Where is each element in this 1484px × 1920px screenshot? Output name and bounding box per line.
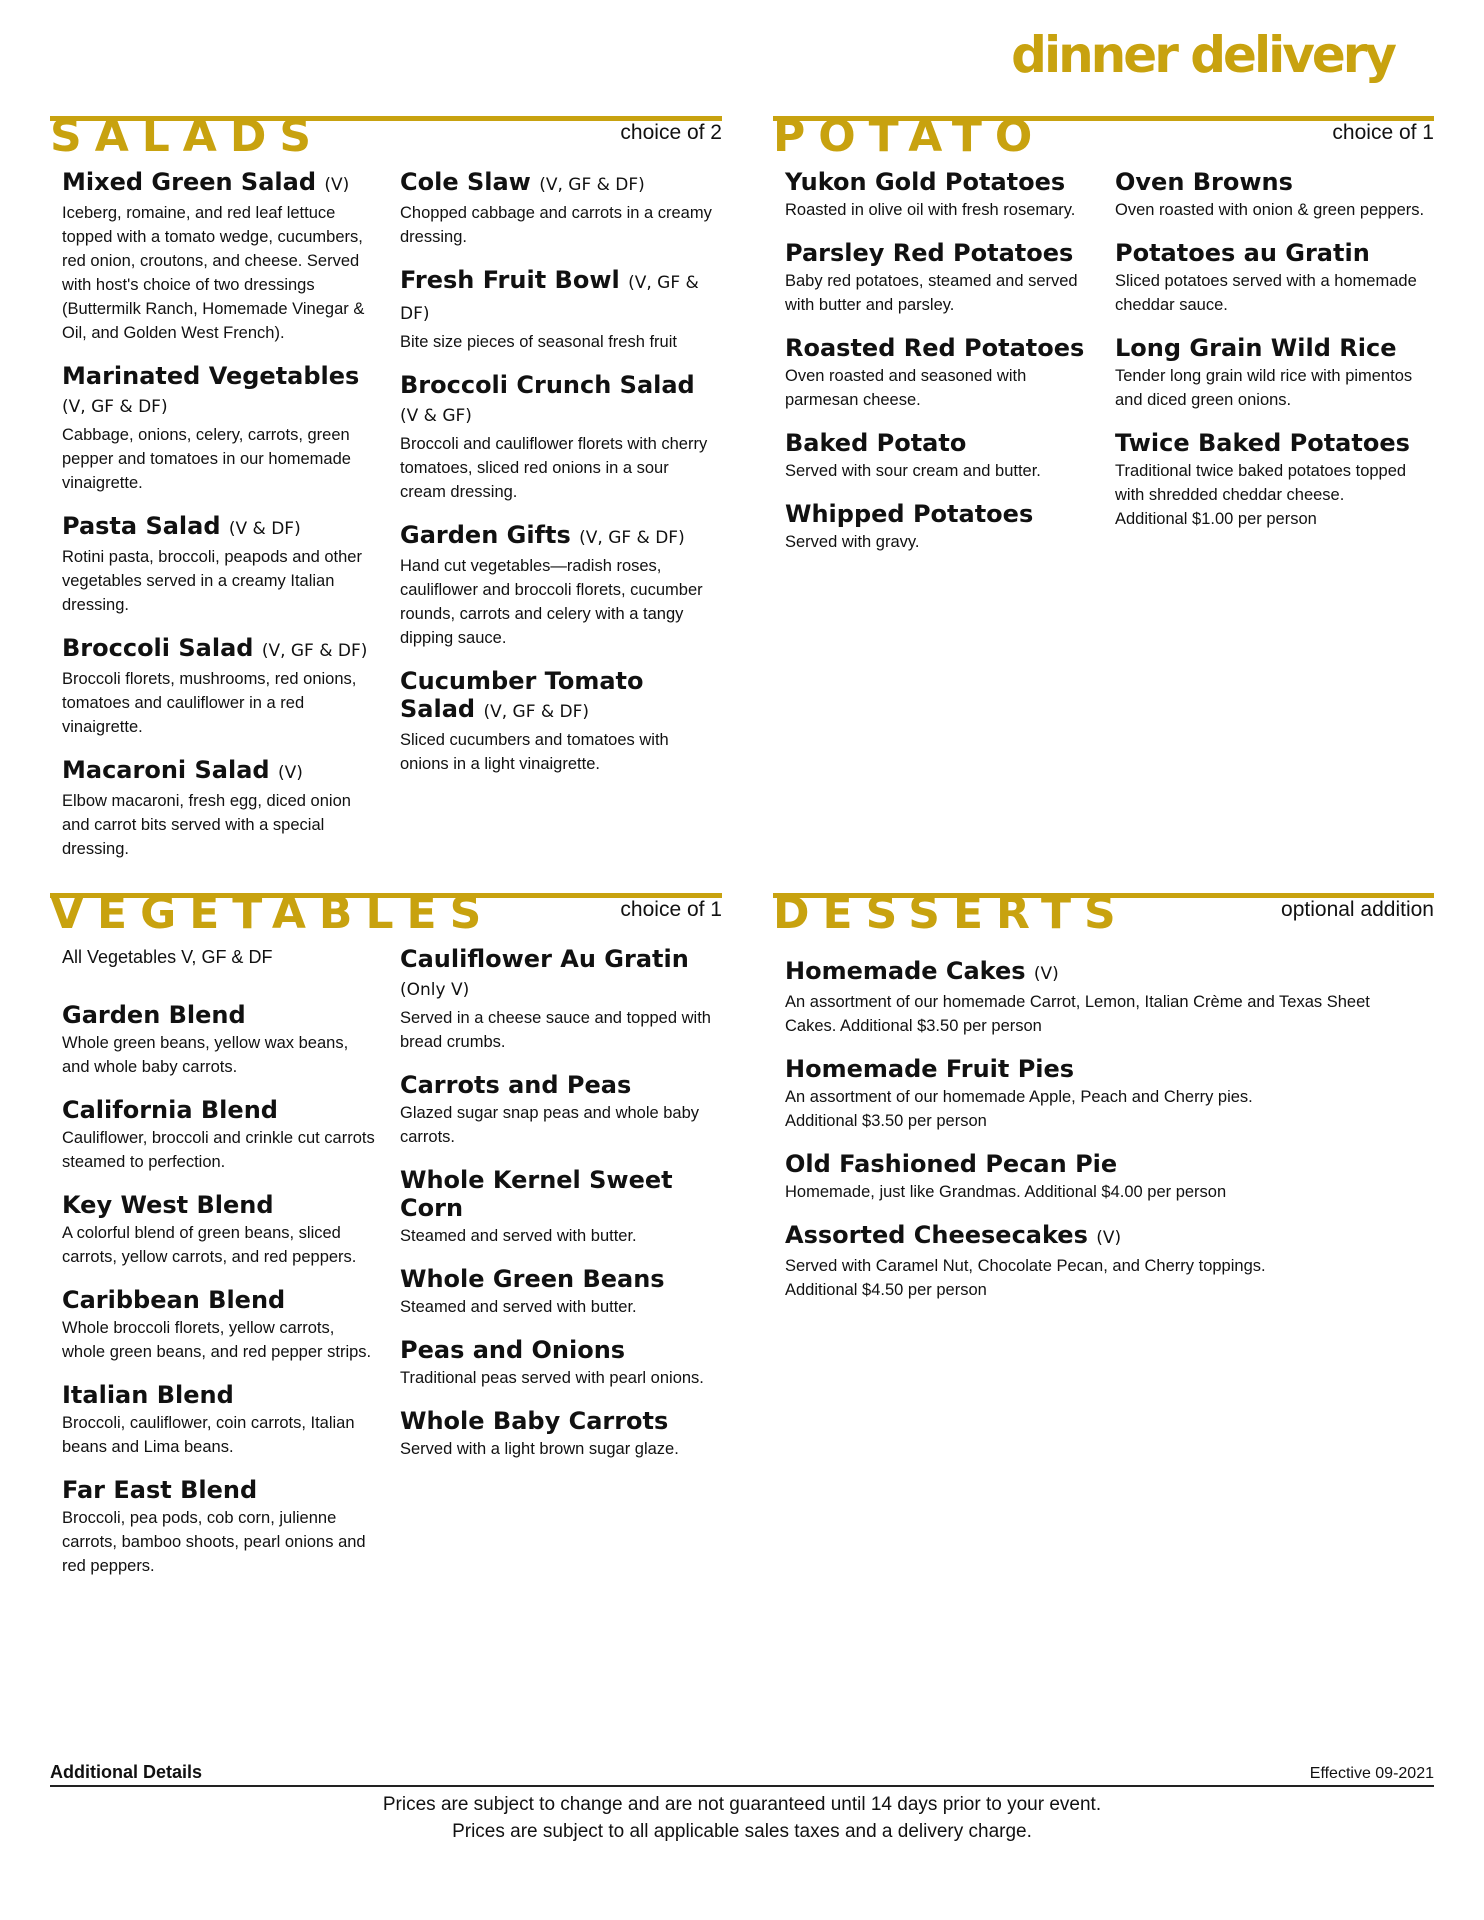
menu-item-name-row	[785, 239, 1090, 267]
menu-item-name-row	[62, 634, 380, 665]
menu-item-name-row	[785, 334, 1090, 362]
menu-item-name: Cole Slaw	[400, 168, 531, 196]
menu-item-name: Cucumber Tomato Salad	[400, 667, 644, 723]
menu-item-name: California Blend	[62, 1096, 278, 1124]
menu-item-description: Steamed and served with butter.	[400, 1298, 637, 1316]
menu-item-name: Parsley Red Potatoes	[785, 239, 1074, 267]
menu-item-description: Traditional twice baked potatoes topped with shredded cheddar cheese.	[1115, 462, 1407, 504]
menu-item	[400, 1407, 718, 1461]
menu-item-description: Steamed and served with butter.	[400, 1227, 637, 1245]
menu-item-name: Cauliflower Au Gratin	[400, 945, 689, 973]
menu-item-name: Whole Kernel Sweet Corn	[400, 1166, 673, 1222]
menu-item	[62, 1381, 380, 1459]
menu-item	[62, 1286, 380, 1364]
menu-item-name-row	[785, 1055, 1425, 1083]
vegetables-col-1	[62, 945, 380, 1595]
menu-item-name: Old Fashioned Pecan Pie	[785, 1150, 1118, 1178]
menu-item-name: Yukon Gold Potatoes	[785, 168, 1066, 196]
menu-item-diet-tags: (V)	[324, 175, 350, 195]
menu-item-price-note: Additional $3.50 per person	[785, 1112, 987, 1130]
menu-item-name-row	[62, 512, 380, 543]
menu-item-name-row	[62, 362, 380, 421]
desserts-title: DESSERTS	[773, 888, 1129, 939]
menu-item	[1115, 429, 1425, 531]
menu-item-name-row	[62, 1381, 380, 1409]
menu-item-name: Potatoes au Gratin	[1115, 239, 1370, 267]
menu-item	[1115, 334, 1425, 412]
vegetables-note: choice of 1	[620, 898, 722, 921]
menu-item-name-row	[400, 667, 718, 726]
desserts-col-1	[785, 957, 1425, 1319]
menu-item-name: Broccoli Salad	[62, 634, 254, 662]
menu-item-name-row	[1115, 239, 1425, 267]
menu-item-name-row	[785, 429, 1090, 457]
menu-item-description: Whole green beans, yellow wax beans, and whole baby carrots.	[62, 1034, 349, 1076]
menu-item	[785, 168, 1090, 222]
menu-item-name-row	[785, 1150, 1425, 1178]
menu-item-name: Fresh Fruit Bowl	[400, 266, 620, 294]
menu-item-name: Carrots and Peas	[400, 1071, 632, 1099]
menu-item-description: Oven roasted and seasoned with parmesan cheese.	[785, 367, 1027, 409]
menu-item-name-row	[62, 756, 380, 787]
footer-note-1: Prices are subject to change and are not guaranteed until 14 days prior to your event.	[382, 1794, 1102, 1815]
menu-item-description: Cabbage, onions, celery, carrots, green pepper and tomatoes in our homemade vinaigrette.	[62, 426, 351, 492]
menu-item-name: Garden Gifts	[400, 521, 571, 549]
menu-item-description: Chopped cabbage and carrots in a creamy dressing.	[400, 204, 712, 246]
menu-item	[400, 1071, 718, 1149]
menu-item-name-row	[785, 1221, 1425, 1252]
menu-item	[400, 521, 718, 650]
footer-line	[50, 1762, 1434, 1787]
menu-item-name: Assorted Cheesecakes	[785, 1221, 1088, 1249]
menu-item	[62, 1096, 380, 1174]
menu-item-name: Twice Baked Potatoes	[1115, 429, 1410, 457]
salads-title: SALADS	[50, 111, 325, 162]
menu-item-name-row	[62, 1096, 380, 1124]
menu-item	[400, 1166, 718, 1248]
menu-item-name: Broccoli Crunch Salad	[400, 371, 695, 399]
menu-item-description: Served with Caramel Nut, Chocolate Pecan, and Cherry toppings.	[785, 1257, 1266, 1275]
menu-item-diet-tags: (V & GF)	[400, 406, 472, 426]
menu-item-diet-tags: (V, GF & DF)	[579, 528, 685, 548]
menu-item	[62, 1191, 380, 1269]
menu-item	[1115, 239, 1425, 317]
menu-item-description: An assortment of our homemade Apple, Peach and Cherry pies.	[785, 1088, 1253, 1106]
menu-item-description: Served in a cheese sauce and topped with bread crumbs.	[400, 1009, 711, 1051]
menu-item-name-row	[62, 1286, 380, 1314]
menu-item-name: Oven Browns	[1115, 168, 1293, 196]
menu-item-diet-tags: (V, GF & DF)	[62, 397, 168, 417]
menu-item-description: Roasted in olive oil with fresh rosemary.	[785, 201, 1076, 219]
vegetables-title: VEGETABLES	[50, 888, 495, 939]
potato-section	[773, 111, 1434, 668]
menu-item-name-row	[400, 1265, 718, 1293]
menu-item-name: Long Grain Wild Rice	[1115, 334, 1397, 362]
menu-item-description: A colorful blend of green beans, sliced carrots, yellow carrots, and red peppers.	[62, 1224, 357, 1266]
menu-item-diet-tags: (V, GF & DF)	[483, 702, 590, 722]
menu-item-name-row	[785, 500, 1090, 528]
menu-item-diet-tags: (V)	[1033, 964, 1059, 984]
menu-item-description: An assortment of our homemade Carrot, Lemon, Italian Crème and Texas Sheet Cakes. Additional $3.50 per person	[785, 993, 1370, 1035]
menu-item	[785, 334, 1090, 412]
menu-item-name: Whipped Potatoes	[785, 500, 1034, 528]
menu-item-description: Broccoli, cauliflower, coin carrots, Italian beans and Lima beans.	[62, 1414, 355, 1456]
menu-item	[400, 667, 718, 776]
vegetables-col-2	[400, 945, 718, 1478]
menu-item	[400, 168, 718, 249]
menu-item	[785, 1150, 1425, 1204]
menu-item-diet-tags: (V, GF & DF)	[261, 641, 368, 661]
menu-item-description: Served with sour cream and butter.	[785, 462, 1041, 480]
menu-item-description: Glazed sugar snap peas and whole baby carrots.	[400, 1104, 700, 1146]
menu-item	[62, 168, 380, 345]
footer	[50, 1762, 1434, 1845]
menu-item-diet-tags: (V, GF & DF)	[539, 175, 645, 195]
menu-item-description: Broccoli, pea pods, cob corn, julienne carrots, bamboo shoots, pearl onions and red peppers.	[62, 1509, 366, 1575]
salads-note: choice of 2	[620, 121, 722, 144]
menu-item-description: Broccoli florets, mushrooms, red onions, tomatoes and cauliflower in a red vinaigrette.	[62, 670, 357, 736]
menu-item-name: Italian Blend	[62, 1381, 234, 1409]
menu-item	[62, 634, 380, 739]
menu-item-description: Elbow macaroni, fresh egg, diced onion and carrot bits served with a special dressing.	[62, 792, 351, 858]
menu-item-description: Served with a light brown sugar glaze.	[400, 1440, 679, 1458]
menu-item-description: Sliced potatoes served with a homemade cheddar sauce.	[1115, 272, 1417, 314]
menu-item	[62, 1476, 380, 1578]
menu-item	[400, 945, 718, 1054]
potato-header	[773, 111, 1434, 168]
menu-item-name: Peas and Onions	[400, 1336, 626, 1364]
menu-item	[400, 1265, 718, 1319]
menu-item-description: Whole broccoli florets, yellow carrots, whole green beans, and red pepper strips.	[62, 1319, 372, 1361]
vegetables-intro: All Vegetables V, GF & DF	[62, 947, 273, 967]
menu-item-name-row	[400, 1336, 718, 1364]
menu-item-name-row	[400, 266, 718, 328]
menu-item-description: Bite size pieces of seasonal fresh fruit	[400, 333, 677, 351]
menu-item	[785, 957, 1425, 1038]
menu-item-price-note: Additional $1.00 per person	[1115, 510, 1317, 528]
desserts-note: optional addition	[1281, 898, 1434, 921]
menu-item	[62, 1001, 380, 1079]
menu-item-name-row	[1115, 429, 1425, 457]
menu-item	[62, 756, 380, 861]
menu-item-name: Macaroni Salad	[62, 756, 270, 784]
salads-header	[50, 111, 722, 168]
menu-item-diet-tags: (V, GF & DF)	[400, 273, 699, 324]
menu-item-description: Traditional peas served with pearl onions.	[400, 1369, 704, 1387]
menu-item-name: Caribbean Blend	[62, 1286, 286, 1314]
vegetables-header	[50, 888, 722, 945]
menu-item-name-row	[785, 957, 1425, 988]
vegetables-col-1-list	[62, 1001, 380, 1578]
menu-item-description: Rotini pasta, broccoli, peapods and other vegetables served in a creamy Italian dressing.	[62, 548, 362, 614]
salads-col-2	[400, 168, 718, 793]
menu-item	[785, 1221, 1425, 1302]
menu-item-description: Homemade, just like Grandmas. Additional $4.00 per person	[785, 1183, 1227, 1201]
effective-date: Effective 09-2021	[1309, 1765, 1434, 1782]
menu-item-name-row	[62, 168, 380, 199]
potato-col-1	[785, 168, 1090, 571]
menu-item-name: Key West Blend	[62, 1191, 274, 1219]
menu-item-price-note: Additional $4.50 per person	[785, 1281, 987, 1299]
menu-item	[400, 266, 718, 354]
menu-item-name: Mixed Green Salad	[62, 168, 317, 196]
menu-item-description: Oven roasted with onion & green peppers.	[1115, 201, 1425, 219]
menu-item-name-row	[400, 1166, 718, 1222]
menu-item-name: Baked Potato	[785, 429, 967, 457]
menu-item-name-row	[400, 1407, 718, 1435]
menu-item-name: Pasta Salad	[62, 512, 221, 540]
menu-item-description: Cauliflower, broccoli and crinkle cut carrots steamed to perfection.	[62, 1129, 375, 1171]
menu-item-diet-tags: (V & DF)	[228, 519, 301, 539]
footer-note-2: Prices are subject to all applicable sales taxes and a delivery charge.	[452, 1821, 1032, 1842]
menu-item-name: Homemade Cakes	[785, 957, 1026, 985]
menu-item-name-row	[1115, 334, 1425, 362]
menu-item-description: Sliced cucumbers and tomatoes with onions in a light vinaigrette.	[400, 731, 669, 773]
menu-item	[62, 512, 380, 617]
menu-item-name-row	[400, 371, 718, 430]
menu-item	[785, 239, 1090, 317]
menu-item-diet-tags: (V)	[277, 763, 303, 783]
menu-item	[785, 1055, 1425, 1133]
additional-details-label: Additional Details	[50, 1762, 203, 1782]
menu-item-name-row	[400, 945, 718, 1004]
menu-item-name-row	[62, 1476, 380, 1504]
desserts-section	[773, 888, 1434, 1345]
menu-item-name: Roasted Red Potatoes	[785, 334, 1085, 362]
menu-item-description: Iceberg, romaine, and red leaf lettuce topped with a tomato wedge, cucumbers, red onion, croutons, and cheese. Served with host's choice of two dressings (Buttermilk Ranch, Homemade Vinegar & Oil, and Golden West French).	[62, 204, 365, 342]
menu-item-name: Whole Baby Carrots	[400, 1407, 669, 1435]
salads-section	[50, 111, 722, 868]
menu-item-name-row	[62, 1191, 380, 1219]
menu-item-name: Whole Green Beans	[400, 1265, 665, 1293]
menu-item	[785, 500, 1090, 554]
menu-item-description: Hand cut vegetables—radish roses, cauliflower and broccoli florets, cucumber rounds, carrots and celery with a tangy dipping sauce.	[400, 557, 703, 647]
menu-item-name: Far East Blend	[62, 1476, 258, 1504]
menu-item-name-row	[400, 521, 718, 552]
menu-item-name-row	[62, 1001, 380, 1029]
potato-col-2	[1115, 168, 1425, 548]
menu-item-name: Marinated Vegetables	[62, 362, 360, 390]
menu-item	[62, 362, 380, 495]
menu-item	[1115, 168, 1425, 222]
menu-item-description: Tender long grain wild rice with pimentos and diced green onions.	[1115, 367, 1413, 409]
menu-item-diet-tags: (Only V)	[400, 980, 470, 1000]
footer-notes	[50, 1791, 1434, 1845]
menu-item	[400, 371, 718, 504]
salads-col-1	[62, 168, 380, 878]
menu-item-description: Baby red potatoes, steamed and served with butter and parsley.	[785, 272, 1078, 314]
menu-item-name-row	[400, 168, 718, 199]
menu-item-name-row	[1115, 168, 1425, 196]
menu-item-name-row	[785, 168, 1090, 196]
brand-logo: dinner delivery	[1011, 26, 1394, 84]
menu-item-name: Garden Blend	[62, 1001, 246, 1029]
vegetables-section	[50, 888, 722, 1665]
menu-item-diet-tags: (V)	[1096, 1228, 1122, 1248]
menu-item-description: Served with gravy.	[785, 533, 920, 551]
menu-item	[785, 429, 1090, 483]
potato-title: POTATO	[773, 111, 1046, 162]
menu-item-name-row	[400, 1071, 718, 1099]
potato-note: choice of 1	[1332, 121, 1434, 144]
menu-item-description: Broccoli and cauliflower florets with cherry tomatoes, sliced red onions in a sour cream dressing.	[400, 435, 708, 501]
menu-item	[400, 1336, 718, 1390]
desserts-header	[773, 888, 1434, 945]
menu-item-name: Homemade Fruit Pies	[785, 1055, 1075, 1083]
